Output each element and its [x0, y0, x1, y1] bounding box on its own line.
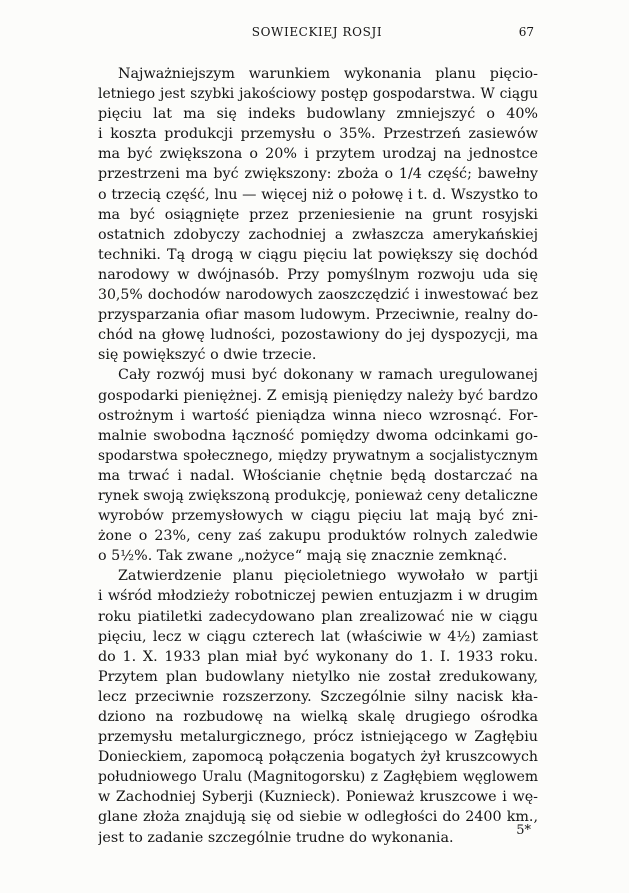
text-line: jest to zadanie szczególnie trudne do wykonania. [98, 829, 454, 846]
text-line: o trzecią część, lnu — więcej niż o połowę i t. d. Wszystko to [98, 186, 538, 203]
text-line: Donieckiem, zapomocą połączenia bogatych żył kruszcowych [98, 749, 538, 766]
text-line: glane złoża znajdują się od siebie w odległości do 2400 km., [98, 809, 538, 826]
page-number: 67 [518, 25, 534, 39]
text-line: się powiększyć o dwie trzecie. [98, 347, 317, 364]
text-line: ma być osiągnięte przez przeniesienie na grunt rosyjski [98, 206, 538, 223]
text-line: żone o 23%, ceny zaś zakupu produktów rolnych zaledwie [98, 528, 538, 545]
text-line: i wśród młodzieży robotniczej pewien entuzjazm i w drugim [98, 588, 538, 605]
text-line: pięciu lat ma się indeks budowlany zmniejszyć o 40% [98, 106, 538, 123]
text-line: ostrożnym i wartość pieniądza winna nieco wzrosnąć. For- [98, 407, 538, 424]
signature-mark: 5* [516, 823, 531, 838]
text-line: gospodarki pieniężnej. Z emisją pieniędzy należy być bardzo [98, 387, 538, 404]
text-line: ma trwać i nadal. Włościanie chętnie będą dostarczać na [98, 467, 538, 484]
text-line: spodarstwa społecznego, między prywatnym a socjalistycznym [98, 447, 538, 464]
running-header [100, 24, 534, 40]
text-line: malnie swobodna łączność pomiędzy dwoma odcinkami go- [98, 427, 538, 444]
text-line: 30,5% dochodów narodowych zaoszczędzić i inwestować bez [98, 287, 538, 304]
text-line: Zatwierdzenie planu pięcioletniego wywołało w partji [118, 568, 538, 585]
text-line: przemysłu metalurgicznego, prócz istniejącego w Zagłębiu [98, 729, 538, 746]
text-line: wyrobów przemysłowych w ciągu pięciu lat mają być zni- [98, 508, 538, 525]
text-line: rynek swoją zwiększoną produkcję, ponieważ ceny detaliczne [98, 487, 538, 504]
text-line: Cały rozwój musi być dokonany w ramach uregulowanej [118, 367, 538, 384]
text-line: w Zachodniej Syberji (Kuznieck). Ponieważ kruszcowe i wę- [98, 789, 538, 806]
body-text [98, 64, 538, 848]
running-title: SOWIECKIEJ ROSJI [251, 25, 383, 39]
text-line: roku piatiletki zadecydowano plan zrealizować nie w ciągu [98, 608, 538, 625]
text-line: chód na głowę ludności, pozostawiony do jej dyspozycji, ma [98, 327, 538, 344]
text-line: dziono na rozbudowę na wielką skalę drugiego ośrodka [98, 709, 538, 725]
text-line: letniego jest szybki jakościowy postęp gospodarstwa. W ciągu [98, 86, 538, 103]
text-line: Najważniejszym warunkiem wykonania planu pięcio- [118, 66, 538, 82]
text-line: o 5½%. Tak zwane „nożyce“ mają się znacznie zemknąć. [98, 548, 508, 565]
text-line: i koszta produkcji przemysłu o 35%. Przestrzeń zasiewów [98, 126, 538, 143]
text-line: ostatnich zdobyczy zachodniej a zwłaszcza amerykańskiej [98, 226, 538, 243]
text-line: przestrzeni ma być zwiększony: zboża o 1/4 część; bawełny [98, 166, 538, 183]
text-line: do 1. X. 1933 plan miał być wykonany do 1. I. 1933 roku. [98, 648, 538, 665]
text-line: pięciu, lecz w ciągu czterech lat (właściwie w 4½) zamiast [98, 628, 538, 645]
text-line: ma być zwiększona o 20% i przytem urodzaj na jednostce [98, 146, 538, 163]
text-line: Przytem plan budowlany nietylko nie został zredukowany, [98, 668, 538, 685]
text-line: lecz przeciwnie rozszerzony. Szczególnie silny nacisk kła- [98, 688, 538, 705]
text-line: techniki. Tą drogą w ciągu pięciu lat powiększy się dochód [98, 246, 538, 263]
text-line: południowego Uralu (Magnitogorsku) z Zagłębiem węglowem [98, 769, 538, 786]
text-line: narodowy w dwójnasób. Przy pomyślnym rozwoju uda się [98, 266, 538, 283]
text-line: przysparzania ofiar masom ludowym. Przeciwnie, realny do- [98, 307, 538, 324]
